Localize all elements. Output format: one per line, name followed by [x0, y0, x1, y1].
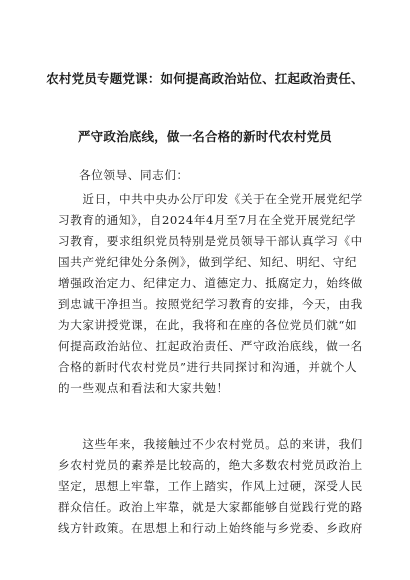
paragraph-line: 群众信任。政治上牢靠，就是大家都能够自觉践行党的路 — [58, 500, 363, 514]
paragraph-line: 国共产党纪律处分条例》，做到学纪、知纪、明纪、守纪 — [58, 255, 358, 269]
paragraph-line: 乡农村党员的素养是比较高的，绝大多数农村党员政治上 — [58, 458, 363, 472]
paragraph-line: 习教育的通知》，自2024年4月至7月在全党开展党纪学 — [58, 213, 357, 227]
greeting: 各位领导、同志们： — [79, 168, 189, 182]
paragraph-line: 线方针政策。在思想上和行动上始终能与乡党委、乡政府 — [58, 521, 363, 535]
paragraph-line: 的一些观点和看法和大家共勉！ — [58, 381, 229, 395]
paragraph-line: 这些年来，我接触过不少农村党员。总的来讲，我们 — [58, 437, 363, 451]
document-title-line-2: 严守政治底线，做一名合格的新时代农村党员 — [77, 129, 332, 144]
document-title-line-1: 农村党员专题党课：如何提高政治站位、扛起政治责任、 — [46, 71, 364, 86]
paragraph-line: 增强政治定力、纪律定力、道德定力、抵腐定力，始终做 — [58, 276, 363, 290]
paragraph-line: 习教育，要求组织党员特别是党员领导干部认真学习《中 — [58, 234, 363, 248]
paragraph-line: 何提高政治站位、扛起政治责任、严守政治底线，做一名 — [58, 339, 363, 353]
paragraph-line: 坚定，思想上牢靠，工作上踏实，作风上过硬，深受人民 — [58, 479, 363, 493]
paragraph-2 — [58, 434, 363, 539]
paragraph-1 — [58, 189, 363, 399]
paragraph-line: 到忠诚干净担当。按照党纪学习教育的安排，今天，由我 — [58, 297, 363, 311]
paragraph-line: 近日，中共中央办公厅印发《关于在全党开展党纪学 — [58, 192, 363, 206]
paragraph-line: 为大家讲授党课，在此，我将和在座的各位党员们就“如 — [58, 318, 358, 332]
paragraph-line: 合格的新时代农村党员”进行共同探讨和沟通，并就个人 — [58, 360, 358, 374]
